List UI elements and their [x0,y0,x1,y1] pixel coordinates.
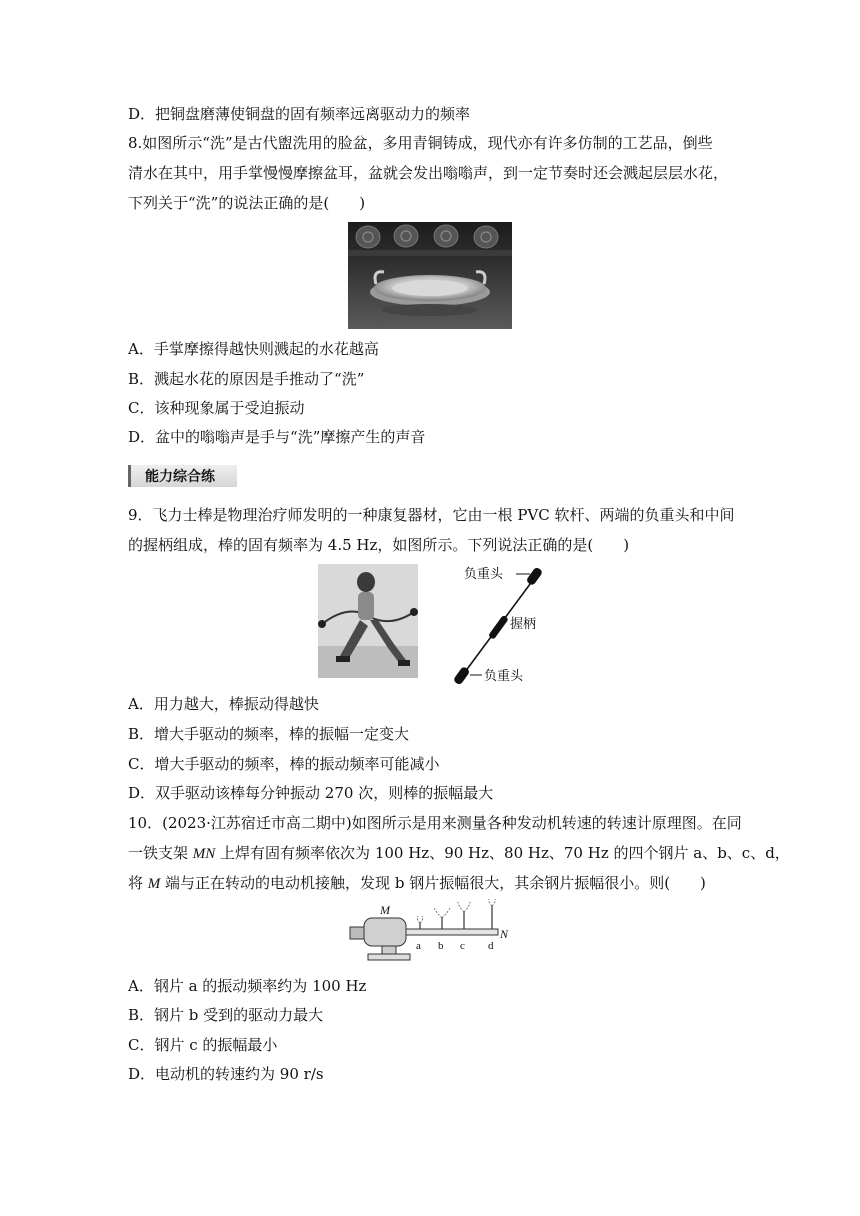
q10-line2-pre: 一铁支架 [128,844,193,862]
tachometer-diagram [346,898,522,968]
label-weight-head-bottom: 负重头 [484,669,524,684]
q9-option-d: D．双手驱动该棒每分钟振动 270 次，则棒的振幅最大 [128,784,494,802]
q9-option-b: B．增大手驱动的频率，棒的振幅一定变大 [128,725,410,743]
q10-option-b: B．钢片 b 受到的驱动力最大 [128,1006,324,1024]
q8-option-d: D．盆中的嗡嗡声是手与“洗”摩擦产生的声音 [128,428,426,446]
q8-stem-line1: 8.如图所示“洗”是古代盥洗用的脸盆，多用青铜铸成，现代亦有许多仿制的工艺品，倒些 [128,134,713,152]
q10-line3-pre: 将 [128,874,148,892]
label-handle: 握柄 [510,617,537,632]
flexi-bar-photo [318,564,418,678]
q10-option-a: A．钢片 a 的振动频率约为 100 Hz [128,977,367,995]
q10-option-d: D．电动机的转速约为 90 r/s [128,1065,324,1083]
q7-option-d: D．把铜盘磨薄使铜盘的固有频率远离驱动力的频率 [128,105,471,123]
q8-stem-line2: 清水在其中，用手掌慢慢摩擦盆耳，盆就会发出嗡嗡声，到一定节奏时还会溅起层层水花， [128,164,729,182]
label-c: c [460,940,465,952]
label-n: N [500,927,509,941]
q10-line2-mn: MN [192,846,216,862]
label-d: d [488,940,494,952]
q9-option-c: C．增大手驱动的频率，棒的振动频率可能减小 [128,755,440,773]
q8-option-a: A．手掌摩擦得越快则溅起的水花越高 [128,340,379,358]
q9-stem-line2: 的握柄组成，棒的固有频率为 4.5 Hz，如图所示。下列说法正确的是( ) [128,536,630,554]
label-weight-head-top: 负重头 [464,567,504,582]
q10-line3-m: M [147,876,161,892]
q10-stem-line2 [128,843,790,864]
bronze-basin-photo [348,222,512,329]
section-title: 能力综合练 [145,469,215,485]
section-header [128,465,237,487]
q10-stem-line1: 10．(2023·江苏宿迁市高二期中)如图所示是用来测量各种发动机转速的转速计原理图。在同 [128,814,742,832]
flexi-bar-diagram [450,562,560,686]
q10-line2-post: 上焊有固有频率依次为 100 Hz、90 Hz、80 Hz、70 Hz 的四个钢片 a、b、c、d， [215,844,790,862]
q8-option-b: B．溅起水花的原因是手推动了“洗” [128,370,365,388]
q8-stem-line3: 下列关于“洗”的说法正确的是( ) [128,194,366,212]
q9-stem-line1: 9．飞力士棒是物理治疗师发明的一种康复器材，它由一根 PVC 软杆、两端的负重头和中间 [128,506,735,524]
q10-line3-post: 端与正在转动的电动机接触，发现 b 钢片振幅很大，其余钢片振幅很小。则( ) [160,874,706,892]
q9-option-a: A．用力越大，棒振动得越快 [128,695,319,713]
label-m: M [380,903,390,917]
label-b: b [438,940,444,952]
q8-option-c: C．该种现象属于受迫振动 [128,399,305,417]
q10-option-c: C．钢片 c 的振幅最小 [128,1036,278,1054]
label-a: a [416,940,421,952]
q10-stem-line3 [128,873,706,894]
